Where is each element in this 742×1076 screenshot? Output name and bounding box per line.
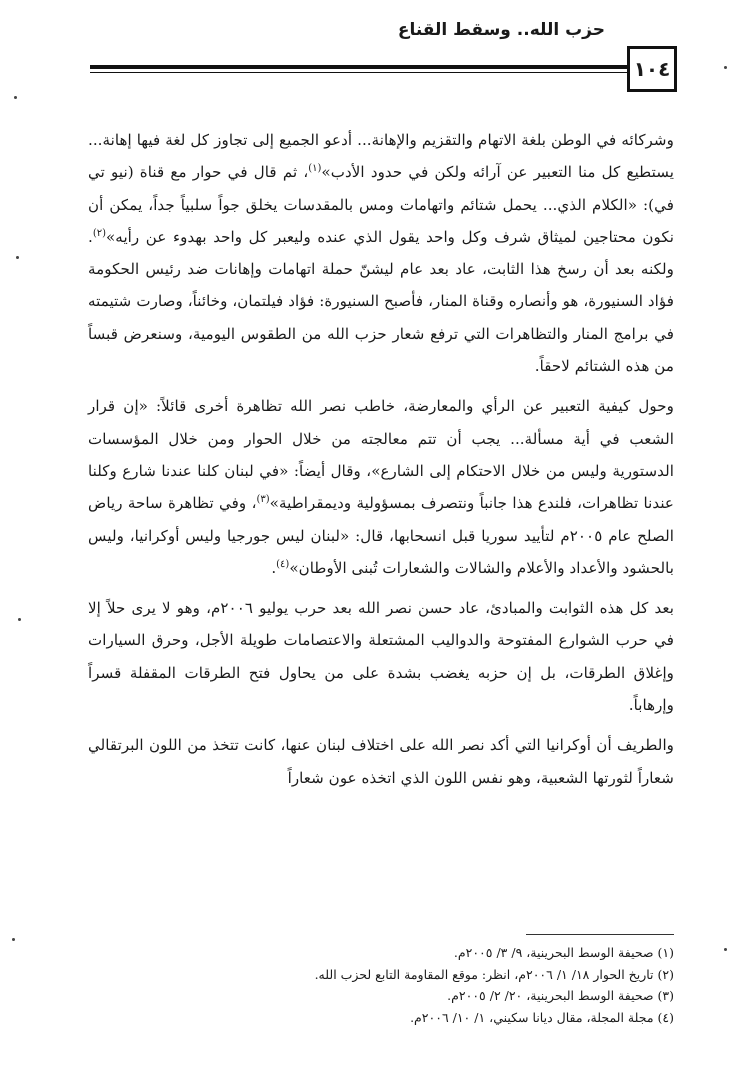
margin-speck <box>12 938 15 941</box>
body-text <box>88 124 674 794</box>
margin-speck <box>16 256 19 259</box>
footnotes <box>150 942 674 1028</box>
page-number: ١٠٤ <box>627 46 677 92</box>
paragraph-text: وحول كيفية التعبير عن الرأي والمعارضة، خاطب نصر الله تظاهرة أخرى قائلاً: «إن قرار الشعب في أية مسألة... يجب أن تتم معالجته من خلال الحوار ومن خلال المؤسسات الدستورية وليس من خلال الاحتكام إلى الشارع»، وقال أيضاً: «في لبنان كلنا عندنا شارع وكلنا عندنا تظاهرات، فلندع هذا جانباً ونتصرف بمسؤولية وديمقراطية» <box>88 397 674 513</box>
margin-speck <box>18 618 21 621</box>
footnote-separator <box>526 934 674 935</box>
paragraph-text: . <box>271 558 277 577</box>
paragraph-text: والطريف أن أوكرانيا التي أكد نصر الله على اختلاف لبنان عنها، كانت تتخذ من اللون البرتقالي شعاراً لثورتها الشعبية، وهو نفس اللون الذي اتخذه عون شعاراً <box>88 736 674 787</box>
footnote-reference: (٢) <box>92 227 107 239</box>
body-paragraph <box>88 390 674 584</box>
paragraph-text: ، وفي تظاهرة ساحة رياض الصلح عام ٢٠٠٥م لتأييد سوريا قبل انسحابها، قال: «لبنان ليس جورجيا وليس أوكرانيا، وليس بالحشود والأعداد والأعلام والشالات والشعارات تُبنى الأوطان» <box>88 494 674 577</box>
footnote: (١) صحيفة الوسط البحرينية، ٩/ ٣/ ٢٠٠٥م. <box>453 945 674 960</box>
paragraph-text: بعد كل هذه الثوابت والمبادئ، عاد حسن نصر الله بعد حرب يوليو ٢٠٠٦م، وهو لا يرى حلاً إلا في حرب الشوارع المفتوحة والدواليب المشتعلة والاعتصامات طويلة الأجل، وحرق السيارات وإغلاق الطرقات، بل إن حزبه يغضب بشدة على من يحاول فتح الطرقات المقفلة قسراً وإرهاباً. <box>88 599 674 715</box>
body-paragraph <box>88 729 674 794</box>
running-header-title: حزب الله.. وسقط القناع <box>397 20 605 40</box>
body-paragraph <box>88 124 674 382</box>
body-paragraph <box>88 592 674 721</box>
footnote-reference: (٣) <box>256 494 270 506</box>
margin-speck <box>724 66 727 69</box>
paragraph-text: . ولكنه بعد أن رسخ هذا الثابت، عاد بعد عام ليشنّ حملة اتهامات وإهانات ضد رئيس الحكومة فؤاد السنيورة، هو وأنصاره وقناة المنار، فأصبح السنيورة: فؤاد فيلتمان، وخائناً، وصارت شتيمته في برامج المنار والتظاهرات التي ترفع شعار حزب الله من الطقوس اليومية، وسنعرض قبساً من هذه الشتائم لاحقاً. <box>88 227 674 376</box>
footnote-reference: (١) <box>308 163 322 175</box>
margin-speck <box>14 96 17 99</box>
footnote: (٤) مجلة المجلة، مقال ديانا سكيني، ١/ ١٠/ ٢٠٠٦م. <box>410 1009 674 1025</box>
footnote: (٢) تاريخ الحوار ١٨/ ١/ ٢٠٠٦م، انظر: موقع المقاومة التابع لحزب الله. <box>314 966 674 982</box>
margin-speck <box>724 948 727 951</box>
paragraph-text: وشركائه في الوطن بلغة الاتهام والتقزيم والإهانة... أدعو الجميع إلى تجاوز كل لغة فيها إهانة... يستطيع كل منا التعبير عن آرائه ولكن في حدود الأدب» <box>88 131 674 182</box>
footnote-reference: (٤) <box>276 558 290 570</box>
footnote: (٣) صحيفة الوسط البحرينية، ٢٠/ ٢/ ٢٠٠٥م. <box>447 988 674 1003</box>
paragraph-text: ، ثم قال في حوار مع قناة (نيو تي في): «الكلام الذي... يحمل شتائم واتهامات ومس بالمقدسات يخلق جواً سلبياً جداً، يمكن أن نكون محتاجين لميثاق شرف وكل واحد يقول الذي عنده وليعبر كل واحد بهدوء عن رأيه» <box>88 163 674 246</box>
header-rule-thin <box>90 72 630 73</box>
header-rule-thick <box>90 65 630 69</box>
